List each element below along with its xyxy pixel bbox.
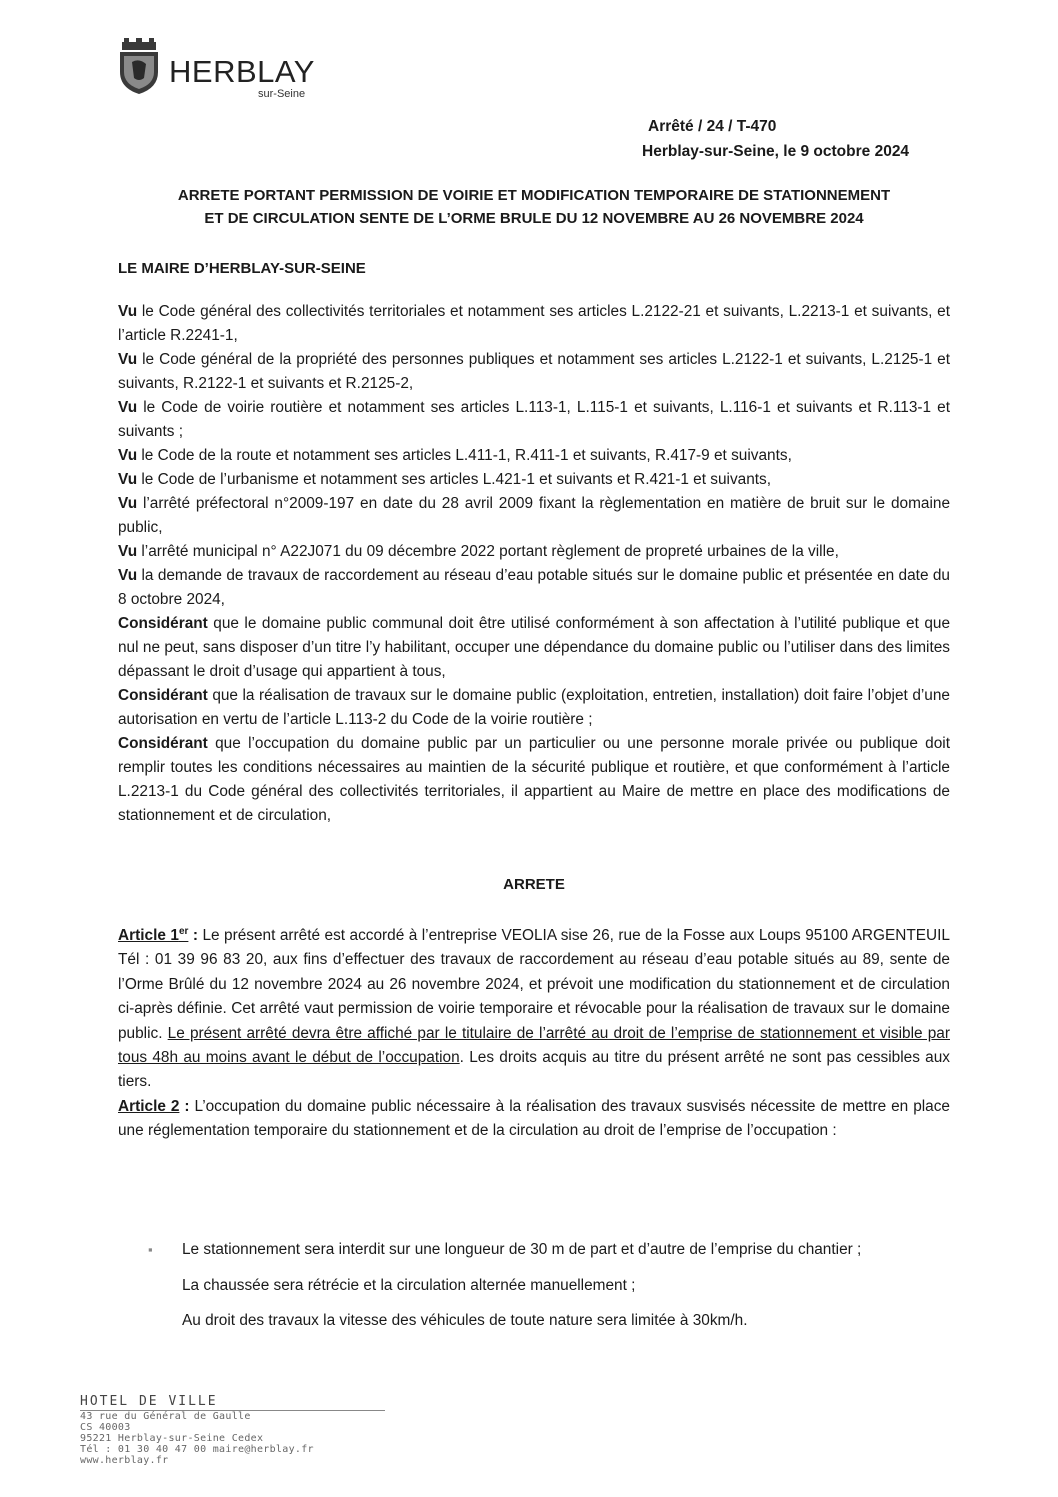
visa-paragraph <box>118 492 950 540</box>
considerant-paragraph <box>118 732 950 828</box>
considerant-lead: Considérant <box>118 615 208 632</box>
considerant-paragraph <box>118 684 950 732</box>
visa-text: le Code de l’urbanisme et notamment ses articles L.421-1 et suivants et R.421-1 et suivants, <box>137 471 772 488</box>
document-title <box>118 184 950 230</box>
visa-text: l’arrêté municipal n° A22J071 du 09 décembre 2022 portant règlement de propreté urbaines de la ville, <box>137 543 839 560</box>
article-1-display-notice: Le présent arrêté devra être affiché par le titulaire de l’arrêté au droit de l’emprise de stationnement et visible par tous 48h au moins avant le début de l’occupation <box>118 1024 950 1067</box>
visa-paragraph <box>118 396 950 444</box>
visa-lead: Vu <box>118 471 138 488</box>
footer-line: 95221 Herblay-sur-Seine Cedex <box>80 1433 264 1444</box>
article-2-label: Article 2 <box>118 1097 180 1115</box>
title-line: ET DE CIRCULATION SENTE DE L’ORME BRULE DU 12 NOVEMBRE AU 26 NOVEMBRE 2024 <box>204 210 864 227</box>
visa-lead: Vu <box>118 303 138 320</box>
visa-text: le Code de voirie routière et notamment ses articles L.113-1, L.115-1 et suivants, L.116-1 et suivants et R.113-1 et suivants ; <box>118 399 950 440</box>
visas-section <box>118 300 950 828</box>
visa-lead: Vu <box>118 567 138 584</box>
article-2-colon: : <box>179 1097 190 1115</box>
article-1-text: Le présent arrêté est accordé à l’entreprise VEOLIA sise 26, rue de la Fosse aux Loups 95100 ARGENTEUIL Tél : 01 39 96 83 20, aux fins d’effectuer des travaux de raccordement au réseau d’eau potable situés au 89, sente de l’Orme Brûlé du 12 novembre 2024 au 26 novembre 2024, et prévoit une modification du stationnement et de circulation ci-après définie. Cet arrêté vaut permission de voirie temporaire et révocable pour la réalisation de travaux sur le domaine public. <box>118 927 950 1042</box>
footer-title: HOTEL DE VILLE <box>80 1394 385 1411</box>
article-1-label <box>118 927 188 944</box>
considerant-text: que l’occupation du domaine public par un particulier ou une personne morale privée ou publique doit remplir toutes les conditions nécessaires au maintien de la sécurité publique et routière, et que conformément à l’article L.2213-1 du Code général des collectivités territoriales, il appartient au Maire de mettre en place des modifications de stationnement et de circulation, <box>118 735 950 824</box>
measure-text: Le stationnement sera interdit sur une longueur de 30 m de part et d’autre de l’emprise du chantier ; <box>182 1241 862 1258</box>
visa-text: la demande de travaux de raccordement au réseau d’eau potable situés sur le domaine public et présentée en date du 8 octobre 2024, <box>118 567 950 608</box>
article-1-label-sup: er <box>178 925 189 937</box>
footer-line: www.herblay.fr <box>80 1455 169 1466</box>
article-2 <box>118 1095 950 1144</box>
measure-text: La chaussée sera rétrécie et la circulation alternée manuellement ; <box>182 1276 636 1294</box>
measure-text: Au droit des travaux la vitesse des véhicules de toute nature sera limitée à 30km/h. <box>182 1312 748 1330</box>
footer-line: 43 rue du Général de Gaulle <box>80 1411 251 1422</box>
list-item <box>148 1268 950 1304</box>
article-2-text: L’occupation du domaine public nécessaire à la réalisation des travaux susvisés nécessite de mettre en place une réglementation temporaire du stationnement et de la circulation au droit de l’emprise de l’occupation : <box>118 1097 950 1140</box>
decree-reference: Arrêté / 24 / T-470 <box>648 118 777 135</box>
place-date: Herblay-sur-Seine, le 9 octobre 2024 <box>642 143 910 160</box>
city-crest-icon <box>114 38 164 96</box>
list-item <box>148 1232 950 1268</box>
visa-paragraph <box>118 348 950 396</box>
arrete-heading: ARRETE <box>503 876 565 893</box>
visa-paragraph <box>118 468 950 492</box>
visa-lead: Vu <box>118 543 138 560</box>
visa-lead: Vu <box>118 447 138 464</box>
bullet-icon: ▪ <box>148 1242 153 1257</box>
visa-paragraph <box>118 300 950 348</box>
footer-line: Tél : 01 30 40 47 00 maire@herblay.fr <box>80 1444 314 1455</box>
considerant-lead: Considérant <box>118 687 208 704</box>
footer-address <box>80 1394 400 1466</box>
considerant-paragraph <box>118 612 950 684</box>
logo-subtitle: sur-Seine <box>258 88 306 100</box>
visa-text: l’arrêté préfectoral n°2009-197 en date du 28 avril 2009 fixant la règlementation en matière de bruit sur le domaine public, <box>118 495 950 536</box>
visa-text: le Code général de la propriété des personnes publiques et notamment ses articles L.2122-1 et suivants, L.2125-1 et suivants, R.2122-1 et suivants et R.2125-2, <box>118 351 950 392</box>
visa-paragraph <box>118 444 950 468</box>
footer-line: CS 40003 <box>80 1422 131 1433</box>
title-line: ARRETE PORTANT PERMISSION DE VOIRIE ET MODIFICATION TEMPORAIRE DE STATIONNEMENT <box>177 187 891 204</box>
city-logo <box>114 34 334 104</box>
measures-list <box>148 1232 950 1339</box>
article-1 <box>118 924 950 1095</box>
article-1-colon: : <box>188 927 198 944</box>
visa-lead: Vu <box>118 351 138 368</box>
articles-section <box>118 924 950 1144</box>
visa-text: le Code de la route et notamment ses articles L.411-1, R.411-1 et suivants, R.417-9 et suivants, <box>137 447 792 464</box>
visa-paragraph <box>118 540 950 564</box>
considerant-text: que le domaine public communal doit être utilisé conformément à son affectation à l’utilité publique et que nul ne peut, sans disposer d’un titre l’y habilitant, occuper une dépendance du domaine public ou l’utiliser dans des limites dépassant le droit d’usage qui appartient à tous, <box>118 615 950 680</box>
article-1-text-end: . Les droits acquis au titre du présent arrêté ne sont pas cessibles aux tiers. <box>118 1049 950 1091</box>
considerant-text: que la réalisation de travaux sur le domaine public (exploitation, entretien, installation) doit faire l’objet d’une autorisation en vertu de l’article L.113-2 du Code de la voirie routière ; <box>118 687 950 728</box>
visa-lead: Vu <box>118 399 138 416</box>
visa-paragraph <box>118 564 950 612</box>
visa-lead: Vu <box>118 495 138 512</box>
list-item <box>148 1303 950 1339</box>
considerant-lead: Considérant <box>118 735 208 752</box>
reference-block <box>642 114 909 164</box>
article-1-label-text: Article 1 <box>118 927 179 944</box>
issuer-heading: LE MAIRE D’HERBLAY-SUR-SEINE <box>118 260 366 277</box>
visa-text: le Code général des collectivités territoriales et notamment ses articles L.2122-21 et suivants, L.2213-1 et suivants, et l’article R.2241-1, <box>118 303 950 344</box>
logo-name: HERBLAY <box>169 54 315 89</box>
